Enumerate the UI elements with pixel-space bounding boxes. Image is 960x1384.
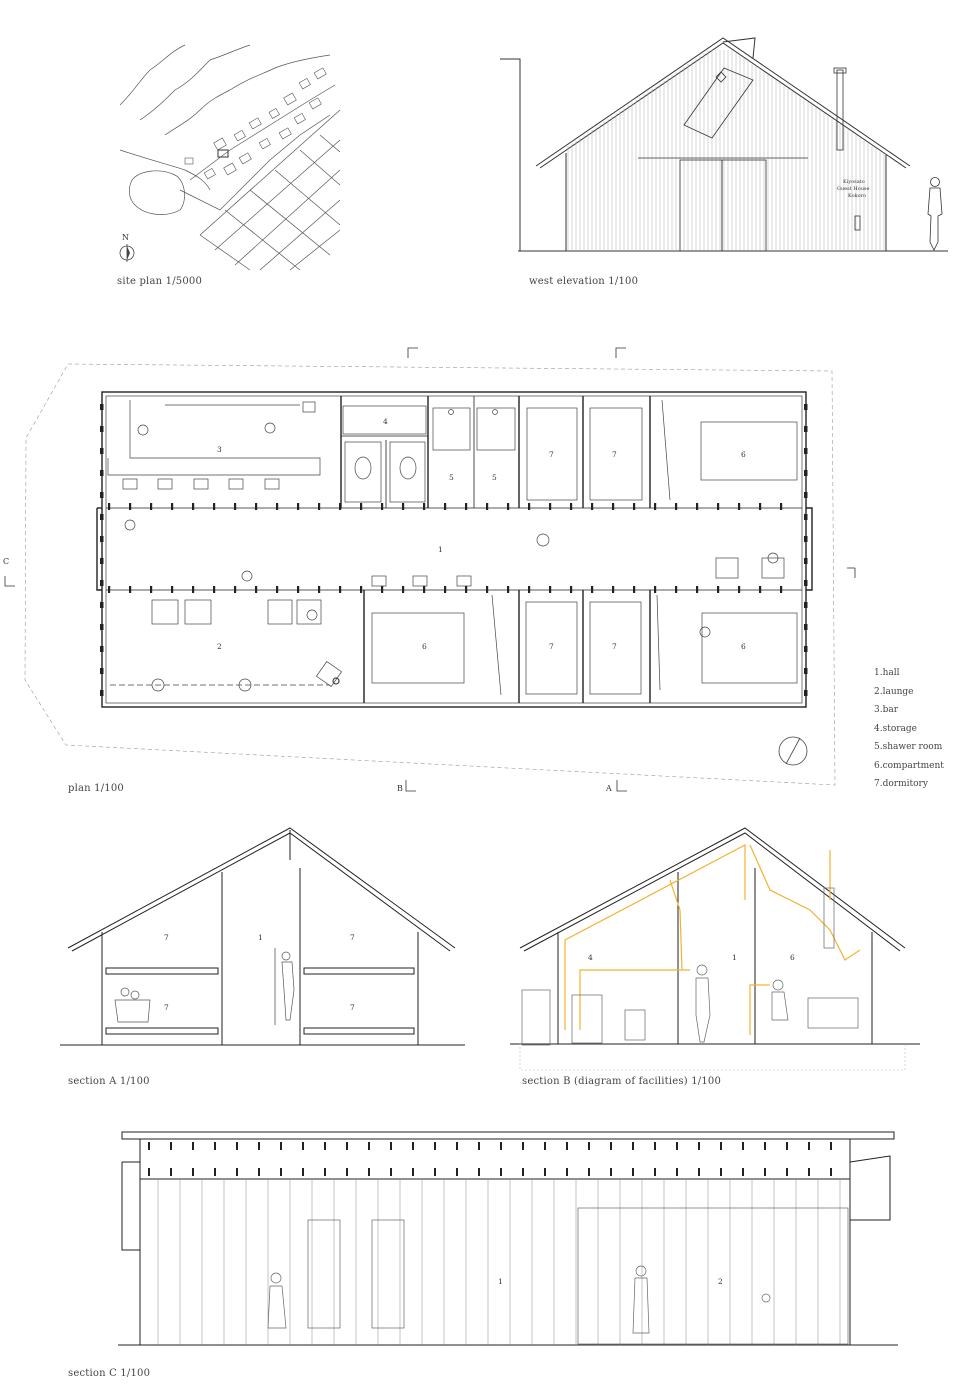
- wall-post: [759, 503, 761, 510]
- plan-room-5b: 5: [492, 473, 497, 482]
- section-a-room-7d: 7: [350, 1003, 355, 1012]
- wall-post: [591, 586, 593, 593]
- wall-post: [100, 690, 104, 696]
- section-post: [368, 1142, 370, 1150]
- section-post: [148, 1168, 150, 1176]
- wall-post: [654, 503, 656, 510]
- section-post: [764, 1142, 766, 1150]
- section-c-drawing: [118, 1128, 898, 1358]
- section-post: [412, 1142, 414, 1150]
- wall-post: [738, 586, 740, 593]
- wall-post: [612, 503, 614, 510]
- wall-post: [591, 503, 593, 510]
- wall-post: [423, 503, 425, 510]
- section-post: [302, 1168, 304, 1176]
- section-a: [60, 820, 470, 1060]
- section-post: [588, 1142, 590, 1150]
- section-post: [346, 1168, 348, 1176]
- section-a-drawing: [60, 820, 470, 1060]
- wall-post: [100, 470, 104, 476]
- wall-post: [804, 404, 808, 410]
- wall-post: [528, 586, 530, 593]
- wall-post: [804, 514, 808, 520]
- wall-post: [100, 404, 104, 410]
- section-b-room-1: 1: [732, 953, 737, 962]
- section-c-mullions: [158, 1179, 840, 1345]
- wall-post: [381, 586, 383, 593]
- wall-post: [100, 558, 104, 564]
- wall-post: [804, 492, 808, 498]
- site-plan-map: [110, 40, 350, 270]
- section-post: [324, 1142, 326, 1150]
- wall-post: [171, 586, 173, 593]
- wall-post: [318, 503, 320, 510]
- section-post: [588, 1168, 590, 1176]
- plan-room-6a: 6: [741, 450, 746, 459]
- wall-post: [255, 503, 257, 510]
- wall-post: [129, 586, 131, 593]
- sign: [837, 179, 869, 199]
- wall-post: [402, 503, 404, 510]
- section-post: [214, 1142, 216, 1150]
- floor-plan-drawing: [0, 340, 870, 800]
- section-post: [676, 1168, 678, 1176]
- section-post: [390, 1142, 392, 1150]
- wall-post: [507, 586, 509, 593]
- plan-room-7a: 7: [549, 450, 554, 459]
- section-b: [510, 820, 930, 1070]
- legend-item: 5.shawer room: [874, 742, 943, 752]
- section-post: [698, 1142, 700, 1150]
- wall-post: [717, 503, 719, 510]
- room-legend: [874, 664, 944, 794]
- wall-post: [297, 503, 299, 510]
- wall-post: [549, 503, 551, 510]
- section-post: [610, 1142, 612, 1150]
- section-post: [148, 1142, 150, 1150]
- west-elevation-drawing: [498, 30, 948, 260]
- wall-post: [570, 503, 572, 510]
- north-label: N: [122, 233, 129, 242]
- section-post: [478, 1142, 480, 1150]
- section-post: [654, 1168, 656, 1176]
- legend-item: 6.compartment: [874, 760, 944, 771]
- wall-post: [804, 536, 808, 542]
- wall-post: [804, 470, 808, 476]
- wall-post: [804, 558, 808, 564]
- plan-room-6b: 6: [422, 642, 427, 651]
- wall-post: [486, 503, 488, 510]
- wall-post: [129, 503, 131, 510]
- wall-post: [675, 586, 677, 593]
- section-b-room-4: 4: [588, 953, 593, 962]
- section-c-caption: section C 1/100: [68, 1368, 151, 1379]
- section-a-room-7c: 7: [164, 1003, 169, 1012]
- wall-post: [465, 586, 467, 593]
- wall-post: [633, 586, 635, 593]
- section-post: [632, 1168, 634, 1176]
- section-c: [118, 1128, 898, 1358]
- section-post: [192, 1168, 194, 1176]
- section-post: [456, 1142, 458, 1150]
- section-post: [500, 1168, 502, 1176]
- section-post: [632, 1142, 634, 1150]
- section-post: [742, 1142, 744, 1150]
- wall-post: [100, 624, 104, 630]
- wall-post: [804, 426, 808, 432]
- wall-post: [171, 503, 173, 510]
- wall-post: [465, 503, 467, 510]
- wall-post: [108, 586, 110, 593]
- section-post: [720, 1142, 722, 1150]
- wall-post: [100, 646, 104, 652]
- wall-post: [804, 668, 808, 674]
- sign-line-1: Kiyosato: [843, 179, 865, 185]
- section-post: [412, 1168, 414, 1176]
- wall-post: [612, 586, 614, 593]
- plan-room-1: 1: [438, 545, 443, 554]
- wall-post: [100, 580, 104, 586]
- west-elevation-caption: west elevation 1/100: [529, 276, 639, 287]
- section-post: [544, 1168, 546, 1176]
- wall-post: [738, 503, 740, 510]
- plan-posts: [100, 404, 808, 696]
- wall-post: [528, 503, 530, 510]
- wall-post: [318, 586, 320, 593]
- section-post: [830, 1168, 832, 1176]
- wall-post: [192, 503, 194, 510]
- section-b-room-labels: [588, 953, 795, 962]
- wall-post: [100, 514, 104, 520]
- section-post: [742, 1168, 744, 1176]
- plan-room-6c: 6: [741, 642, 746, 651]
- legend-item: 1.hall: [874, 668, 900, 678]
- wall-post: [108, 503, 110, 510]
- wall-post: [423, 586, 425, 593]
- wall-post: [100, 602, 104, 608]
- section-post: [302, 1142, 304, 1150]
- section-post: [214, 1168, 216, 1176]
- sign-line-2: Guest House: [837, 186, 870, 192]
- wall-post: [100, 492, 104, 498]
- north-arrow-icon: [120, 244, 134, 262]
- wall-post: [759, 586, 761, 593]
- section-post: [764, 1168, 766, 1176]
- plan-room-labels: [217, 417, 746, 651]
- section-post: [720, 1168, 722, 1176]
- wall-post: [192, 586, 194, 593]
- wall-post: [654, 586, 656, 593]
- section-post: [566, 1142, 568, 1150]
- section-b-drawing: [510, 820, 930, 1070]
- section-post: [544, 1142, 546, 1150]
- section-post: [280, 1142, 282, 1150]
- wall-post: [804, 690, 808, 696]
- section-post: [566, 1168, 568, 1176]
- section-post: [280, 1168, 282, 1176]
- wall-post: [100, 536, 104, 542]
- section-b-caption: section B (diagram of facilities) 1/100: [522, 1076, 722, 1087]
- sign-line-3: Kokoro: [848, 193, 867, 199]
- section-post: [368, 1168, 370, 1176]
- section-marker-c: C: [3, 557, 10, 566]
- floor-plan: [0, 340, 870, 800]
- wall-post: [100, 448, 104, 454]
- plan-north-icon: [779, 737, 807, 765]
- wall-post: [696, 586, 698, 593]
- wall-post: [804, 646, 808, 652]
- wall-post: [633, 503, 635, 510]
- section-post: [610, 1168, 612, 1176]
- section-a-caption: section A 1/100: [68, 1076, 150, 1087]
- plan-caption: plan 1/100: [68, 783, 124, 794]
- wall-post: [297, 586, 299, 593]
- section-post: [434, 1142, 436, 1150]
- wall-post: [150, 503, 152, 510]
- section-c-room-1: 1: [498, 1277, 503, 1286]
- section-post: [522, 1168, 524, 1176]
- wall-post: [402, 586, 404, 593]
- wall-post: [507, 503, 509, 510]
- section-marker-b: B: [397, 784, 403, 793]
- plan-room-7d: 7: [612, 642, 617, 651]
- wall-post: [339, 586, 341, 593]
- section-post: [500, 1142, 502, 1150]
- section-post: [456, 1168, 458, 1176]
- section-b-room-6: 6: [790, 953, 795, 962]
- wall-post: [213, 586, 215, 593]
- wall-post: [276, 586, 278, 593]
- wall-post: [234, 586, 236, 593]
- plan-figures: [125, 423, 778, 691]
- section-a-room-labels: [164, 933, 355, 1012]
- section-post: [676, 1142, 678, 1150]
- wall-post: [780, 503, 782, 510]
- section-marker-a: A: [606, 784, 612, 793]
- section-post: [830, 1142, 832, 1150]
- section-post: [236, 1168, 238, 1176]
- plan-room-3: 3: [217, 445, 222, 454]
- wall-post: [804, 624, 808, 630]
- wall-post: [675, 503, 677, 510]
- wall-post: [276, 503, 278, 510]
- section-post: [192, 1142, 194, 1150]
- wall-post: [360, 586, 362, 593]
- plan-room-4: 4: [383, 417, 388, 426]
- wall-post: [360, 503, 362, 510]
- section-post: [786, 1168, 788, 1176]
- wall-post: [381, 503, 383, 510]
- wall-post: [339, 503, 341, 510]
- wall-post: [804, 580, 808, 586]
- wall-post: [100, 426, 104, 432]
- section-post: [170, 1142, 172, 1150]
- legend-item: 4.storage: [874, 723, 917, 734]
- section-post: [808, 1168, 810, 1176]
- wall-post: [717, 586, 719, 593]
- plan-room-5a: 5: [449, 473, 454, 482]
- section-post: [236, 1142, 238, 1150]
- wall-post: [570, 586, 572, 593]
- plan-room-7c: 7: [549, 642, 554, 651]
- wall-post: [804, 448, 808, 454]
- wall-post: [486, 586, 488, 593]
- section-post: [522, 1142, 524, 1150]
- section-post: [808, 1142, 810, 1150]
- plan-room-2: 2: [217, 642, 222, 651]
- section-a-room-7b: 7: [350, 933, 355, 942]
- section-post: [478, 1168, 480, 1176]
- section-post: [324, 1168, 326, 1176]
- wall-post: [549, 586, 551, 593]
- section-post: [434, 1168, 436, 1176]
- siding-lines: [568, 50, 884, 251]
- wall-post: [234, 503, 236, 510]
- section-post: [698, 1168, 700, 1176]
- section-post: [654, 1142, 656, 1150]
- wall-post: [100, 668, 104, 674]
- plan-room-7b: 7: [612, 450, 617, 459]
- section-a-room-7a: 7: [164, 933, 169, 942]
- west-elevation: [498, 30, 948, 260]
- section-c-room-2: 2: [718, 1277, 723, 1286]
- site-plan-caption: site plan 1/5000: [117, 276, 203, 287]
- section-c-posts: [148, 1142, 832, 1176]
- site-plan: [110, 40, 350, 270]
- section-post: [346, 1142, 348, 1150]
- section-post: [258, 1168, 260, 1176]
- legend-item: 3.bar: [874, 705, 899, 715]
- wall-post: [213, 503, 215, 510]
- wall-post: [804, 602, 808, 608]
- wall-post: [444, 503, 446, 510]
- wall-post: [444, 586, 446, 593]
- section-a-room-1: 1: [258, 933, 263, 942]
- section-post: [390, 1168, 392, 1176]
- section-post: [258, 1142, 260, 1150]
- section-post: [170, 1168, 172, 1176]
- facility-lines: [565, 845, 860, 1035]
- wall-post: [255, 586, 257, 593]
- legend-item: 7.dormitory: [874, 779, 928, 789]
- legend-item: 2.launge: [874, 686, 914, 697]
- wall-post: [696, 503, 698, 510]
- wall-post: [150, 586, 152, 593]
- wall-post: [780, 586, 782, 593]
- section-post: [786, 1142, 788, 1150]
